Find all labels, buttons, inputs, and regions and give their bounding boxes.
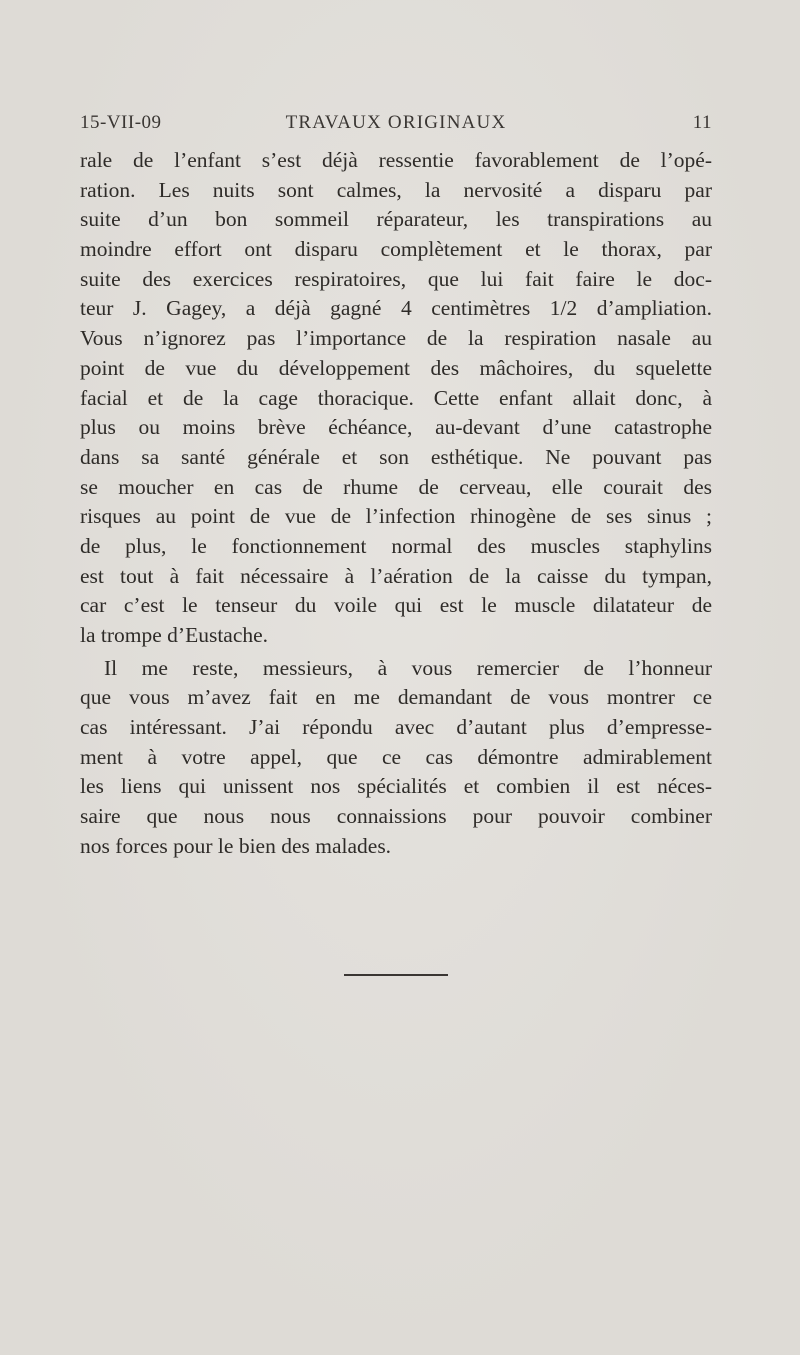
section-end-rule: [344, 974, 448, 976]
text-line: point de vue du développement des mâchoires, du squelette: [80, 355, 712, 380]
text-line: dans sa santé générale et son esthétique. Ne pouvant pas: [80, 444, 712, 469]
text-line: saire que nous nous connaissions pour pouvoir combiner: [80, 804, 712, 829]
text-line: ration. Les nuits sont calmes, la nervosité a disparu par: [80, 177, 712, 202]
text-line: se moucher en cas de rhume de cerveau, elle courait des: [80, 474, 712, 499]
text-line: plus ou moins brève échéance, au-devant d’une catastrophe: [80, 415, 712, 440]
text-line: Vous n’ignorez pas l’importance de la respiration nasale au: [80, 326, 712, 351]
text-line: la trompe d’Eustache.: [80, 623, 269, 647]
text-line: suite des exercices respiratoires, que lui fait faire le doc-: [80, 266, 712, 291]
text-line: est tout à fait nécessaire à l’aération de la caisse du tympan,: [80, 563, 712, 588]
text-line: cas intéressant. J’ai répondu avec d’autant plus d’empresse-: [80, 715, 712, 740]
text-line: car c’est le tenseur du voile qui est le muscle dilatateur de: [80, 593, 712, 618]
text-line: nos forces pour le bien des malades.: [80, 833, 392, 858]
text-line: suite d’un bon sommeil réparateur, les transpirations au: [80, 207, 712, 232]
text-line: les liens qui unissent nos spécialités et combien il est néces-: [80, 774, 712, 799]
text-line: de plus, le fonctionnement normal des muscles staphylins: [80, 533, 712, 558]
text-line: Il me reste, messieurs, à vous remercier de l’honneur: [104, 655, 712, 680]
text-line: rale de l’enfant s’est déjà ressentie favorablement de l’opé-: [80, 148, 712, 172]
text-line: facial et de la cage thoracique. Cette enfant allait donc, à: [80, 385, 712, 410]
paragraph: [80, 654, 712, 862]
text-line: ment à votre appel, que ce cas démontre admirablement: [80, 744, 712, 769]
header-title: TRAVAUX ORIGINAUX: [285, 112, 507, 133]
running-head: [80, 112, 712, 142]
text-line: que vous m’avez fait en me demandant de vous montrer ce: [80, 685, 712, 710]
text-line: risques au point de vue de l’infection rhinogène de ses sinus ;: [80, 504, 712, 529]
header-date: 15-VII-09: [80, 112, 162, 133]
page-number: 11: [692, 112, 712, 133]
body-text: [80, 146, 712, 862]
paragraph: [80, 146, 712, 651]
text-line: moindre effort ont disparu complètement et le thorax, par: [80, 237, 712, 262]
text-line: teur J. Gagey, a déjà gagné 4 centimètres 1/2 d’ampliation.: [80, 296, 712, 321]
